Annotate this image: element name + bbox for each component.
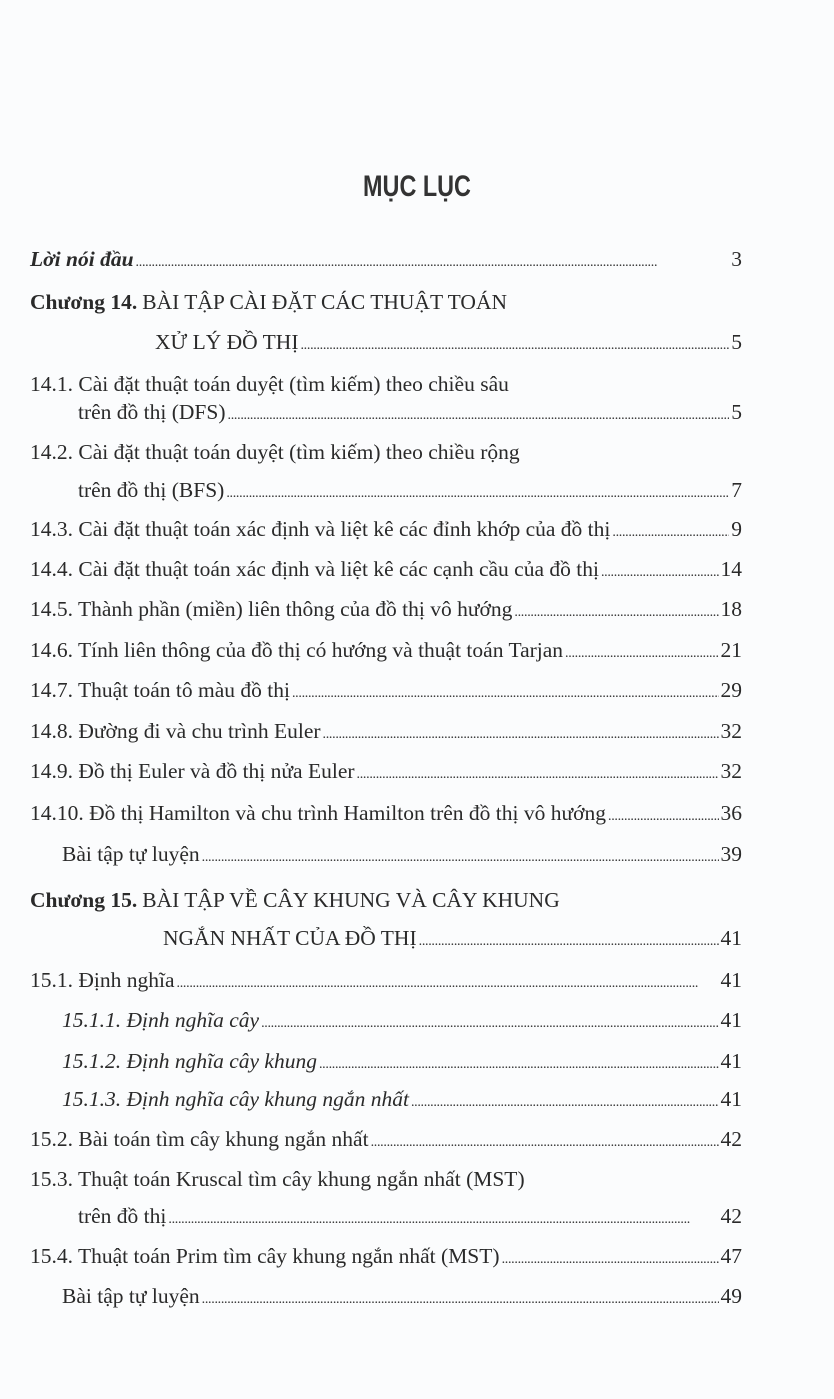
toc-entry bbox=[30, 967, 742, 993]
page-number: 41 bbox=[720, 968, 742, 992]
entry-title: BÀI TẬP VỀ CÂY KHUNG VÀ CÂY KHUNG bbox=[142, 888, 560, 912]
entry-title: 14.8. Đường đi và chu trình Euler bbox=[30, 719, 321, 743]
chapter-label: Chương 14. bbox=[30, 290, 138, 314]
toc-entry bbox=[30, 246, 742, 272]
page-number: 49 bbox=[720, 1284, 742, 1308]
entry-title: Lời nói đầu bbox=[30, 247, 134, 271]
toc-entry bbox=[30, 800, 742, 826]
entry-title: 15.2. Bài toán tìm cây khung ngắn nhất bbox=[30, 1127, 369, 1151]
toc-entry bbox=[62, 841, 742, 867]
toc-entry bbox=[30, 718, 742, 744]
entry-title: trên đồ thị (DFS) bbox=[78, 400, 226, 424]
entry-title: 14.9. Đồ thị Euler và đồ thị nửa Euler bbox=[30, 759, 355, 783]
page-number: 14 bbox=[720, 557, 742, 581]
toc-entry bbox=[62, 1007, 742, 1033]
entry-title: XỬ LÝ ĐỒ THỊ bbox=[155, 330, 299, 354]
dot-leader bbox=[202, 1283, 719, 1313]
toc-entry-line bbox=[30, 439, 520, 465]
toc-entry bbox=[78, 399, 742, 425]
toc-entry bbox=[30, 637, 742, 663]
entry-title: trên đồ thị bbox=[78, 1204, 167, 1228]
page-number: 41 bbox=[720, 1049, 742, 1073]
page-number: 32 bbox=[720, 719, 742, 743]
page-number: 42 bbox=[720, 1127, 742, 1151]
entry-title: 14.1. Cài đặt thuật toán duyệt (tìm kiếm) theo chiều sâu bbox=[30, 372, 509, 396]
dot-leader bbox=[608, 800, 719, 830]
toc-entry bbox=[62, 1283, 742, 1309]
dot-leader bbox=[411, 1086, 719, 1116]
toc-entry bbox=[30, 1126, 742, 1152]
entry-title: 14.3. Cài đặt thuật toán xác định và liệt kê các đỉnh khớp của đồ thị bbox=[30, 517, 611, 541]
dot-leader bbox=[371, 1126, 719, 1156]
page-number: 41 bbox=[720, 1008, 742, 1032]
toc-entry bbox=[30, 516, 742, 542]
entry-title: 14.5. Thành phần (miền) liên thông của đồ thị vô hướng bbox=[30, 597, 513, 621]
page-number: 5 bbox=[731, 330, 742, 354]
dot-leader bbox=[319, 1048, 719, 1078]
toc-entry bbox=[30, 758, 742, 784]
dot-leader bbox=[168, 1203, 718, 1233]
dot-leader bbox=[292, 677, 719, 707]
dot-leader bbox=[601, 556, 719, 586]
page-number: 29 bbox=[720, 678, 742, 702]
page-number: 3 bbox=[731, 247, 742, 271]
toc-entry bbox=[78, 477, 742, 503]
dot-leader bbox=[323, 718, 719, 748]
page-number: 42 bbox=[720, 1204, 742, 1228]
toc-entry-line bbox=[30, 887, 560, 913]
toc-entry bbox=[163, 925, 742, 951]
page-number: 21 bbox=[720, 638, 742, 662]
page-number: 32 bbox=[720, 759, 742, 783]
dot-leader bbox=[357, 758, 719, 788]
dot-leader bbox=[565, 637, 718, 667]
dot-leader bbox=[177, 967, 719, 997]
page-number: 7 bbox=[731, 478, 742, 502]
page-number: 39 bbox=[720, 842, 742, 866]
entry-title: 15.1.1. Định nghĩa cây bbox=[62, 1008, 260, 1032]
toc-entry bbox=[62, 1048, 742, 1074]
entry-title: 15.4. Thuật toán Prim tìm cây khung ngắn nhất (MST) bbox=[30, 1244, 500, 1268]
toc-entry bbox=[30, 596, 742, 622]
page-number: 41 bbox=[720, 926, 742, 950]
dot-leader bbox=[261, 1007, 718, 1037]
toc-entry bbox=[30, 556, 742, 582]
entry-title: 14.4. Cài đặt thuật toán xác định và liệt kê các cạnh cầu của đồ thị bbox=[30, 557, 599, 581]
dot-leader bbox=[202, 841, 719, 871]
dot-leader bbox=[136, 246, 730, 276]
entry-title: 15.3. Thuật toán Kruscal tìm cây khung ngắn nhất (MST) bbox=[30, 1167, 525, 1191]
dot-leader bbox=[514, 596, 718, 626]
entry-title: 14.7. Thuật toán tô màu đồ thị bbox=[30, 678, 290, 702]
toc-entry bbox=[30, 677, 742, 703]
page-number: 41 bbox=[720, 1087, 742, 1111]
entry-title: Bài tập tự luyện bbox=[62, 842, 200, 866]
page-title: MỤC LỤC bbox=[363, 170, 471, 203]
dot-leader bbox=[300, 329, 729, 359]
chapter-label: Chương 15. bbox=[30, 888, 138, 912]
entry-title: 15.1. Định nghĩa bbox=[30, 968, 175, 992]
toc-entry bbox=[78, 1203, 742, 1229]
entry-title: 14.6. Tính liên thông của đồ thị có hướng và thuật toán Tarjan bbox=[30, 638, 564, 662]
toc-entry bbox=[155, 329, 742, 355]
dot-leader bbox=[226, 477, 729, 507]
entry-title: Bài tập tự luyện bbox=[62, 1284, 200, 1308]
toc-entry bbox=[30, 1243, 742, 1269]
dot-leader bbox=[228, 399, 730, 429]
page-number: 18 bbox=[720, 597, 742, 621]
dot-leader bbox=[502, 1243, 719, 1273]
entry-title: BÀI TẬP CÀI ĐẶT CÁC THUẬT TOÁN bbox=[142, 290, 507, 314]
entry-title: 15.1.3. Định nghĩa cây khung ngắn nhất bbox=[62, 1087, 409, 1111]
dot-leader bbox=[419, 925, 719, 955]
entry-title: 15.1.2. Định nghĩa cây khung bbox=[62, 1049, 317, 1073]
toc-entry-line bbox=[30, 371, 509, 397]
entry-title: 14.10. Đồ thị Hamilton và chu trình Hamilton trên đồ thị vô hướng bbox=[30, 801, 606, 825]
page-number: 47 bbox=[720, 1244, 742, 1268]
toc-entry-line bbox=[30, 1166, 525, 1192]
toc-entry-line bbox=[30, 289, 507, 315]
entry-title: 14.2. Cài đặt thuật toán duyệt (tìm kiếm) theo chiều rộng bbox=[30, 440, 520, 464]
entry-title: trên đồ thị (BFS) bbox=[78, 478, 225, 502]
page-number: 36 bbox=[720, 801, 742, 825]
page-number: 9 bbox=[731, 517, 742, 541]
dot-leader bbox=[612, 516, 729, 546]
page-number: 5 bbox=[731, 400, 742, 424]
toc-entry bbox=[62, 1086, 742, 1112]
entry-title: NGẮN NHẤT CỦA ĐỒ THỊ bbox=[163, 926, 417, 950]
